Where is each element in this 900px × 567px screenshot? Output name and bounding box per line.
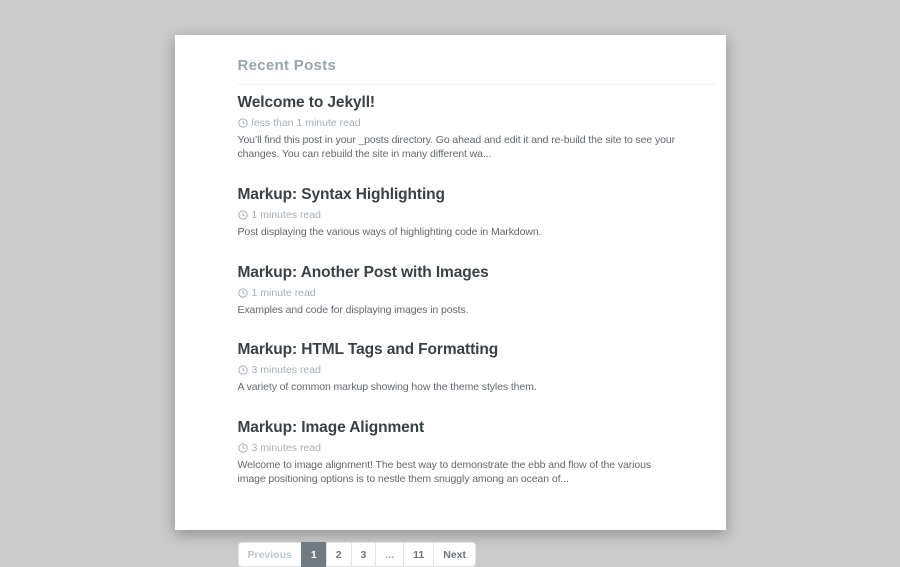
post-item xyxy=(238,186,716,240)
post-title-link[interactable]: Markup: HTML Tags and Formatting xyxy=(237,341,499,359)
post-excerpt: Post displaying the various ways of highlighting code in Markdown. xyxy=(237,225,542,238)
post-excerpt: Welcome to image alignment! The best way to demonstrate the ebb and flow of the various image positioning options is to nestle them snuggly among an ocean of... xyxy=(237,459,651,486)
post-meta xyxy=(238,209,716,221)
read-time-label: 3 minutes read xyxy=(251,442,321,455)
post-excerpt: You’ll find this post in your _posts directory. Go ahead and edit it and re-build the site to see your changes. You can rebuild the site in many different wa... xyxy=(237,134,675,160)
post-excerpt: Examples and code for displaying images in posts. xyxy=(237,303,469,316)
post-meta xyxy=(238,117,716,129)
post-item xyxy=(238,264,716,318)
clock-icon xyxy=(238,365,248,375)
read-time-label: less than 1 minute read xyxy=(251,117,361,129)
pagination-ellipsis: ... xyxy=(375,542,404,567)
post-title-link[interactable]: Markup: Syntax Highlighting xyxy=(237,185,445,203)
post-title-link[interactable]: Markup: Another Post with Images xyxy=(237,263,489,281)
post-meta xyxy=(238,287,716,299)
pagination-page-2-button[interactable]: 2 xyxy=(326,542,352,567)
post-item xyxy=(238,341,716,395)
post-meta xyxy=(238,442,716,454)
clock-icon xyxy=(238,210,248,220)
clock-icon xyxy=(238,443,248,453)
read-time-label: 1 minutes read xyxy=(251,208,321,221)
post-list xyxy=(238,94,716,487)
clock-icon xyxy=(238,288,248,298)
pagination-page-1-button[interactable]: 1 xyxy=(301,542,327,567)
clock-icon xyxy=(238,118,248,128)
recent-posts-card xyxy=(175,35,726,561)
pagination-page-3-button[interactable]: 3 xyxy=(351,542,377,567)
pagination-previous-button[interactable]: Previous xyxy=(238,542,302,567)
read-time-label: 1 minute read xyxy=(251,286,316,299)
post-item xyxy=(238,94,716,162)
section-title: Recent Posts xyxy=(238,57,716,85)
post-meta xyxy=(238,364,716,376)
read-time-label: 3 minutes read xyxy=(251,364,321,377)
post-item xyxy=(238,419,716,487)
post-title-link[interactable]: Welcome to Jekyll! xyxy=(237,94,375,111)
post-excerpt: A variety of common markup showing how the theme styles them. xyxy=(237,381,537,394)
pagination xyxy=(238,542,477,567)
post-title-link[interactable]: Markup: Image Alignment xyxy=(237,419,425,437)
pagination-next-button[interactable]: Next xyxy=(433,542,476,567)
pagination-page-11-button[interactable]: 11 xyxy=(403,542,434,567)
